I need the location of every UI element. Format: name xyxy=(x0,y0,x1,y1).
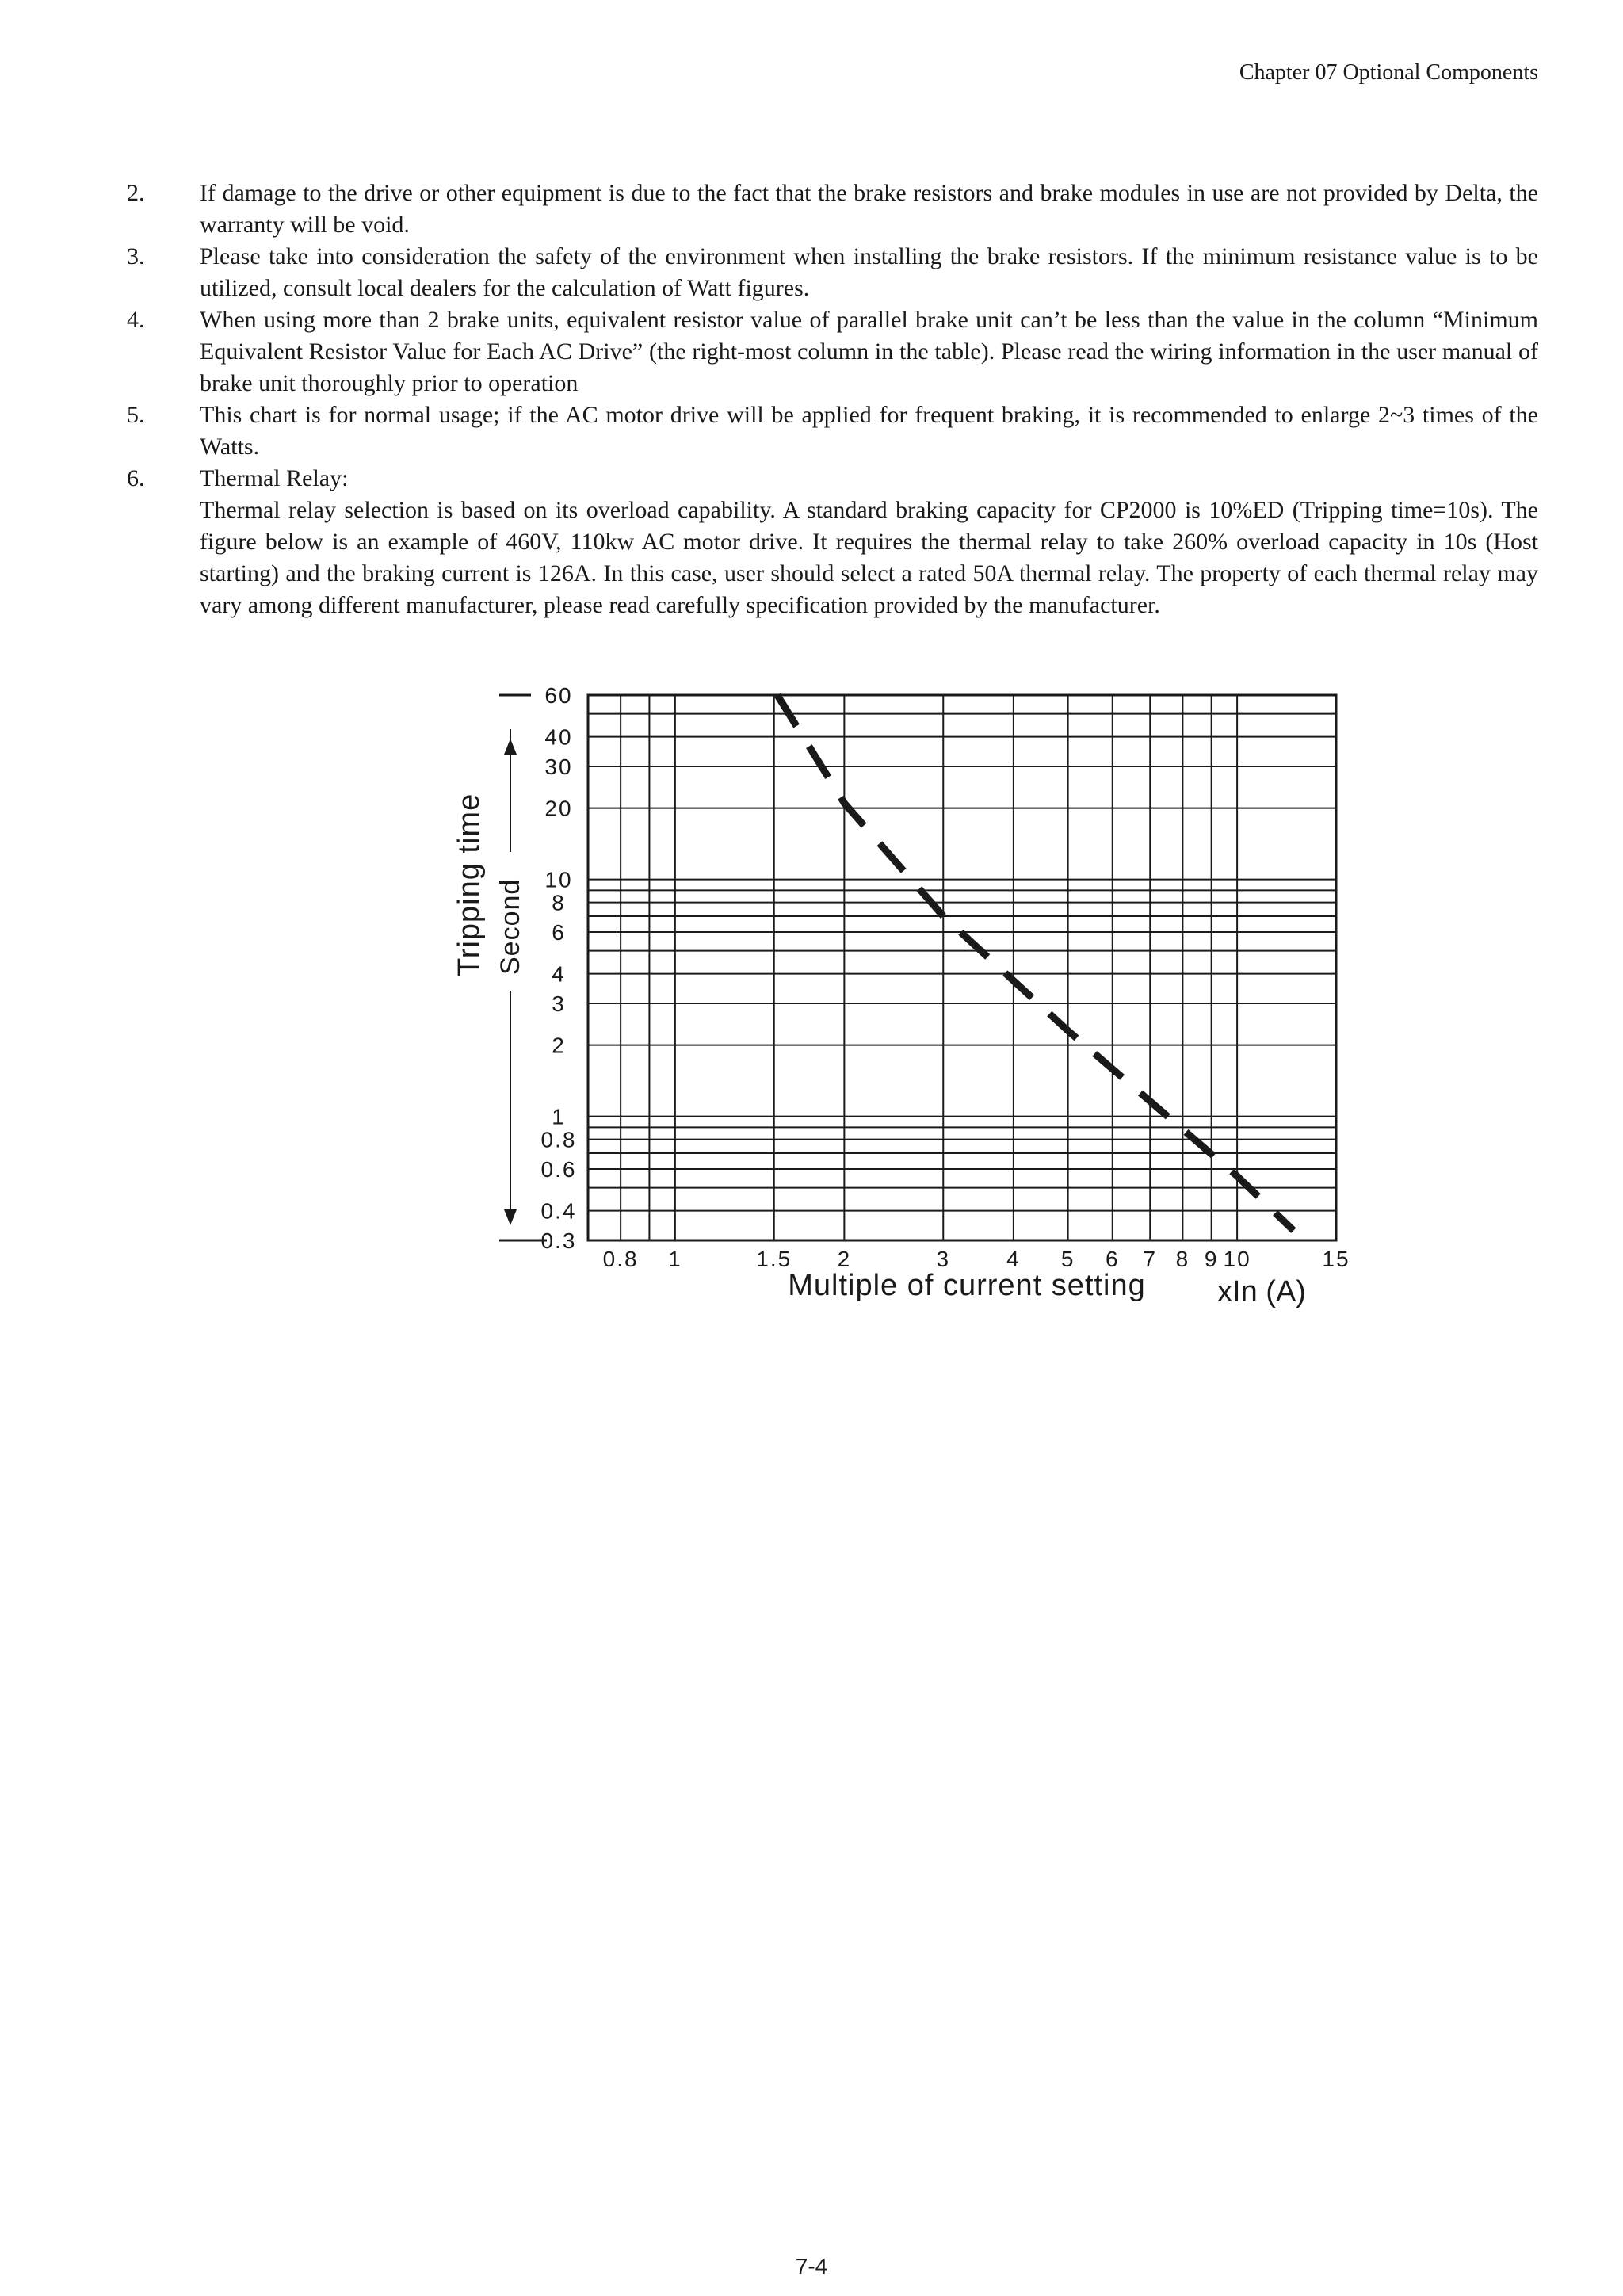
page-number: 7-4 xyxy=(795,2254,828,2279)
plot-border xyxy=(588,695,1336,1240)
y-tick-label: 1 xyxy=(552,1104,566,1129)
y-tick-label: 6 xyxy=(552,919,566,945)
note-number: 5. xyxy=(127,402,145,428)
x-tick-label: 4 xyxy=(1006,1247,1021,1271)
y-tick-label: 40 xyxy=(544,724,573,750)
y-tick-label: 0.4 xyxy=(540,1198,577,1224)
note-text: Thermal relay selection is based on its overload capability. A standard braking capacity for CP2000 is 10%ED (Tripping time=10s). The figure below is an example of 460V, 110kw AC motor drive. It requires the thermal relay to take 260% overload capacity in 10s (Host starting) and the braking current is 126A. In this case, user should select a rated 50A thermal relay. The property of each thermal relay may vary among different manufacturer, please read carefully specification provided by the manufacturer. xyxy=(200,497,1538,618)
arrow-down-icon xyxy=(504,1209,517,1225)
x-tick-label: 7 xyxy=(1143,1247,1158,1271)
y-tick-label: 0.6 xyxy=(540,1156,577,1182)
x-axis-label: Multiple of current setting xyxy=(788,1269,1146,1302)
note-number: 2. xyxy=(127,180,145,206)
y-axis-unit: Second xyxy=(495,878,525,975)
chart-grid xyxy=(588,695,1336,1240)
x-tick-label: 1 xyxy=(668,1247,682,1271)
x-tick-label: 2 xyxy=(837,1247,852,1271)
x-tick-labels xyxy=(603,1247,1350,1271)
x-tick-label: 5 xyxy=(1060,1247,1075,1271)
x-tick-label: 8 xyxy=(1175,1247,1190,1271)
chart-frame xyxy=(588,695,1336,1240)
x-tick-label: 9 xyxy=(1204,1247,1219,1271)
x-tick-label: 6 xyxy=(1105,1247,1120,1271)
note-text: This chart is for normal usage; if the AC motor drive will be applied for frequent braking, it is recommended to enlarge 2~3 times of the Watts. xyxy=(200,402,1538,460)
y-tick-labels xyxy=(541,683,577,1253)
x-tick-label: 3 xyxy=(936,1247,951,1271)
y-axis-label: Tripping time xyxy=(453,793,486,976)
y-tick-label: 2 xyxy=(552,1033,566,1058)
note-text: When using more than 2 brake units, equivalent resistor value of parallel brake unit can’t be less than the value in the column “Minimum Equivalent Resistor Value for Each AC Drive” (the right-most column in the table). Please read the wiring information in the user manual of brake unit thoroughly prior to operation xyxy=(200,307,1538,396)
note-number: 4. xyxy=(127,307,145,333)
note-title: Thermal Relay: xyxy=(200,465,349,491)
x-tick-label: 0.8 xyxy=(602,1247,639,1271)
chart-series xyxy=(777,695,1293,1231)
tripping-curve xyxy=(777,695,1293,1231)
x-tick-label: 15 xyxy=(1322,1247,1350,1271)
x-tick-label: 10 xyxy=(1223,1247,1251,1271)
y-tick-label: 4 xyxy=(552,961,566,987)
note-number: 3. xyxy=(127,243,145,269)
x-axis-unit: xIn (A) xyxy=(1217,1275,1306,1308)
arrow-up-icon xyxy=(504,739,517,755)
x-tick-label: 1.5 xyxy=(756,1247,792,1271)
y-tick-label: 10 xyxy=(544,867,573,892)
note-text: Please take into consideration the safety of the environment when installing the brake resistors. If the minimum resistance value is to be utilized, consult local dealers for the calculation of Watt figures. xyxy=(200,243,1538,301)
y-tick-label: 30 xyxy=(544,755,573,780)
chapter-header: Chapter 07 Optional Components xyxy=(1239,60,1538,85)
y-tick-label: 3 xyxy=(552,991,566,1017)
y-tick-label: 8 xyxy=(552,890,566,915)
note-number: 6. xyxy=(127,465,145,491)
y-tick-label: 20 xyxy=(544,796,573,821)
y-tick-label: 0.8 xyxy=(540,1127,577,1152)
y-tick-label: 60 xyxy=(544,683,573,708)
y-tick-label: 0.3 xyxy=(540,1228,577,1253)
note-text: If damage to the drive or other equipment is due to the fact that the brake resistors and brake modules in use are not provided by Delta, the warranty will be void. xyxy=(200,180,1538,238)
